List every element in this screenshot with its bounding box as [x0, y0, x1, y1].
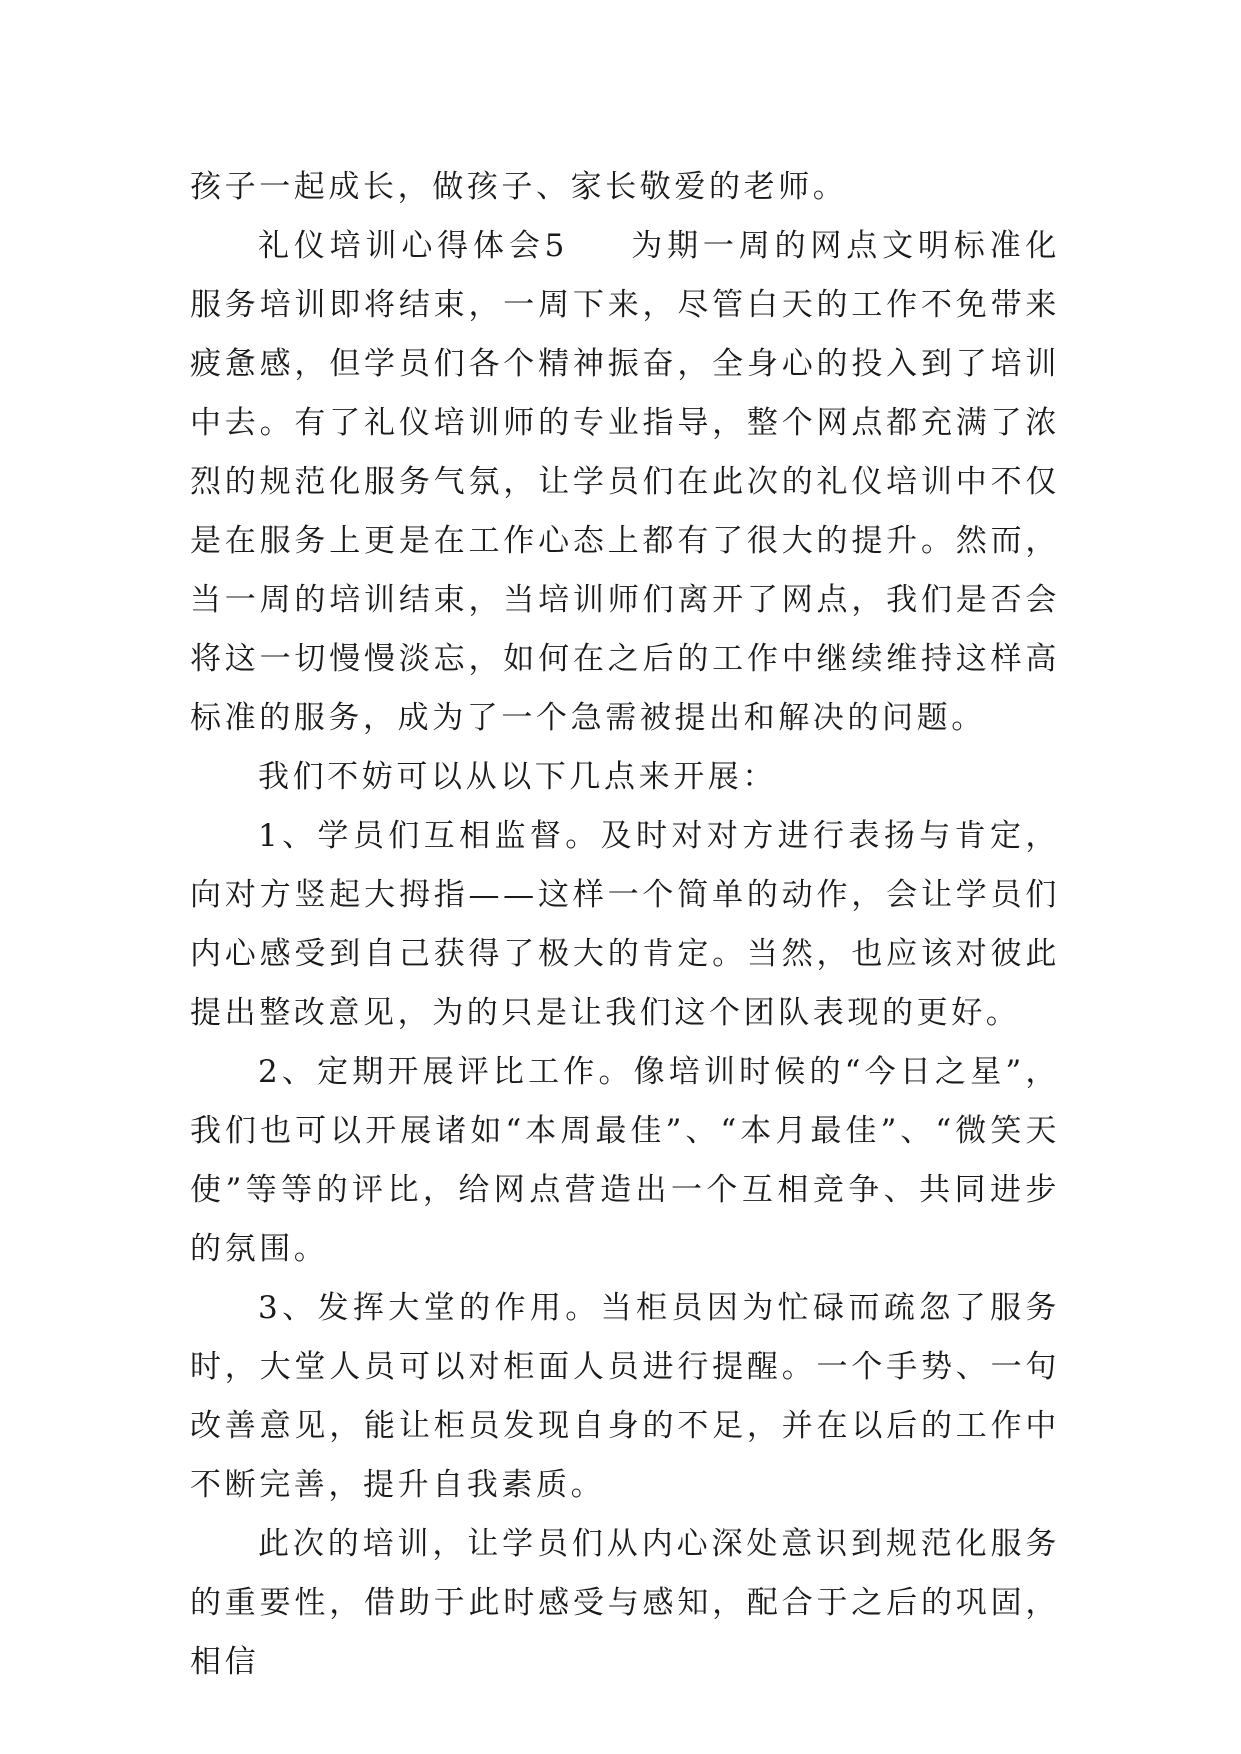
- paragraph-continuation: [190, 158, 1060, 217]
- paragraph-section-5: [190, 217, 1060, 748]
- paragraph-text: 为期一周的网点文明标准化服务培训即将结束，一周下来，尽管白天的工作不免带来疲惫感，但学员们各个精神振奋，全身心的投入到了培训中去。有了礼仪培训师的专业指导，整个网点都充满了浓烈的规范化服务气氛，让学员们在此次的礼仪培训中不仅是在服务上更是在工作心态上都有了很大的提升。然而，当一周的培训结束，当培训师们离开了网点，我们是否会将这一切慢慢淡忘，如何在之后的工作中继续维持这样高标准的服务，成为了一个急需被提出和解决的问题。: [190, 228, 1061, 736]
- paragraph-text: 3、发挥大堂的作用。当柜员因为忙碌而疏忽了服务时，大堂人员可以对柜面人员进行提醒。一个手势、一句改善意见，能让柜员发现自身的不足，并在以后的工作中不断完善，提升自我素质。: [190, 1290, 1060, 1503]
- paragraph-point-2: [190, 1043, 1060, 1279]
- paragraph-text: 我们不妨可以从以下几点来开展：: [258, 759, 777, 795]
- paragraph-point-1: [190, 807, 1060, 1043]
- section-heading: 礼仪培训心得体会5: [258, 228, 568, 264]
- document-body: [190, 158, 1060, 1692]
- paragraph-text: 1、学员们互相监督。及时对对方进行表扬与肯定，向对方竖起大拇指——这样一个简单的动作，会让学员们内心感受到自己获得了极大的肯定。当然，也应该对彼此提出整改意见，为的只是让我们这个团队表现的更好。: [190, 818, 1060, 1031]
- paragraph-text: 2、定期开展评比工作。像培训时候的“今日之星”，我们也可以开展诸如“本周最佳”、“本月最佳”、“微笑天使”等等的评比，给网点营造出一个互相竞争、共同进步的氛围。: [190, 1054, 1060, 1267]
- paragraph-point-3: [190, 1279, 1060, 1515]
- paragraph-text: 此次的培训，让学员们从内心深处意识到规范化服务的重要性，借助于此时感受与感知，配合于之后的巩固，相信: [190, 1526, 1060, 1680]
- paragraph-text: 孩子一起成长，做孩子、家长敬爱的老师。: [190, 169, 848, 205]
- paragraph-intro-points: [190, 748, 1060, 807]
- paragraph-conclusion: [190, 1515, 1060, 1692]
